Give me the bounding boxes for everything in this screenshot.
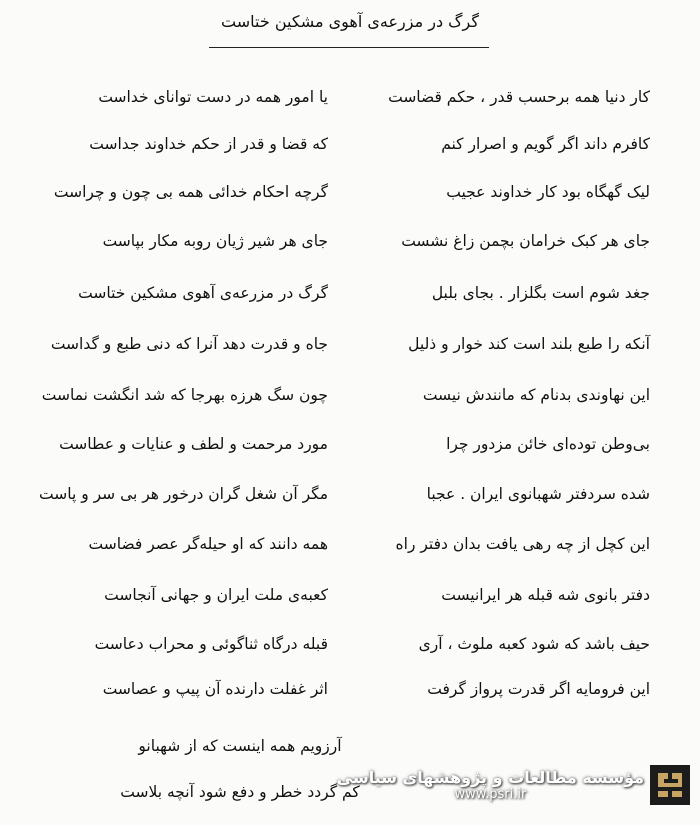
couplet [0, 284, 700, 314]
hemistich-first: جای هر کبک خرامان بچمن زاغ نشست [401, 232, 650, 250]
hemistich-first: حیف باشد که شود کعبه ملوث ، آری [418, 635, 650, 653]
hemistich-second: که قضا و قدر از حکم خداوند جداست [89, 135, 328, 153]
hemistich-second: مگر آن شغل گران درخور هر بی سر و پاست [39, 485, 328, 503]
couplet [0, 183, 700, 213]
hemistich-first: دفتر بانوی شه قبله‌ هر ایرانیست [441, 586, 650, 604]
hemistich-second: همه دانند که او حیله‌گر عصر فضاست [88, 535, 328, 553]
couplet [0, 586, 700, 616]
hemistich-second: جای هر شیر ژیان روبه مکار بپاست [102, 232, 328, 250]
watermark [337, 765, 690, 805]
hemistich-first: این فرومایه اگر قدرت پرواز گرفت [427, 680, 650, 698]
hemistich-second: کعبه‌ی ملت ایران و جهانی آنجاست [104, 586, 328, 604]
couplet [0, 232, 700, 262]
hemistich-second: اثر غفلت دارنده آن پیپ و عصاست [102, 680, 328, 698]
couplet [0, 535, 700, 565]
hemistich-second: گرچه احکام خدائی همه بی چون و چراست [53, 183, 328, 201]
hemistich-first: جغد شوم است بگلزار . بجای بلبل [431, 284, 650, 302]
hemistich-second: یا امور همه در دست توانای خداست [98, 88, 328, 106]
hemistich-first: شده سردفتر شهبانوی ایران . عجبا [426, 485, 650, 503]
hemistich-first: بی‌وطن توده‌ای خائن مزدور چرا [446, 435, 650, 453]
final-line-1: آرزویم همه اینست که از شهبانو [138, 737, 342, 755]
watermark-url: www.psri.ir [454, 787, 527, 802]
final-line-2: کم گردد خطر و دفع شود آنچه بلاست [120, 783, 360, 801]
title-underline [209, 47, 489, 48]
hemistich-first: این نهاوندی بدنام که مانندش نیست [422, 386, 650, 404]
hemistich-second: جاه و قدرت دهد آنرا که دنی طبع و گداست [50, 335, 328, 353]
couplet [0, 635, 700, 665]
hemistich-first: آنکه را طبع بلند است کند خوار و ذلیل [408, 335, 650, 353]
watermark-name: مؤسسه مطالعات و پژوهشهای سیاسی [336, 768, 644, 787]
couplet [0, 680, 700, 710]
hemistich-first: کافرم داند اگر گویم و اصرار کنم [441, 135, 650, 153]
hemistich-first: کار دنیا همه برحسب قدر ، حکم قضاست [388, 88, 650, 106]
hemistich-second: گرگ در مزرعه‌ی آهوی مشکین ختاست [78, 284, 328, 302]
couplet [0, 135, 700, 165]
hemistich-second: مورد مرحمت و لطف و عنایات و عطاست [59, 435, 328, 453]
couplet [0, 386, 700, 416]
hemistich-first: لیک گهگاه بود کار خداوند عجیب [446, 183, 650, 201]
couplet [0, 485, 700, 515]
psri-logo-icon [650, 765, 690, 805]
couplet [0, 435, 700, 465]
poem-title: گرگ در مزرعه‌ی آهوی مشکین ختاست [221, 12, 479, 31]
hemistich-first: این کچل از چه رهی یافت بدان دفتر راه [395, 535, 650, 553]
couplet [0, 335, 700, 365]
hemistich-second: قبله درگاه ثناگوئی و محراب دعاست [94, 635, 328, 653]
hemistich-second: چون سگ هرزه بهرجا که شد انگشت نماست [41, 386, 328, 404]
couplet [0, 88, 700, 118]
